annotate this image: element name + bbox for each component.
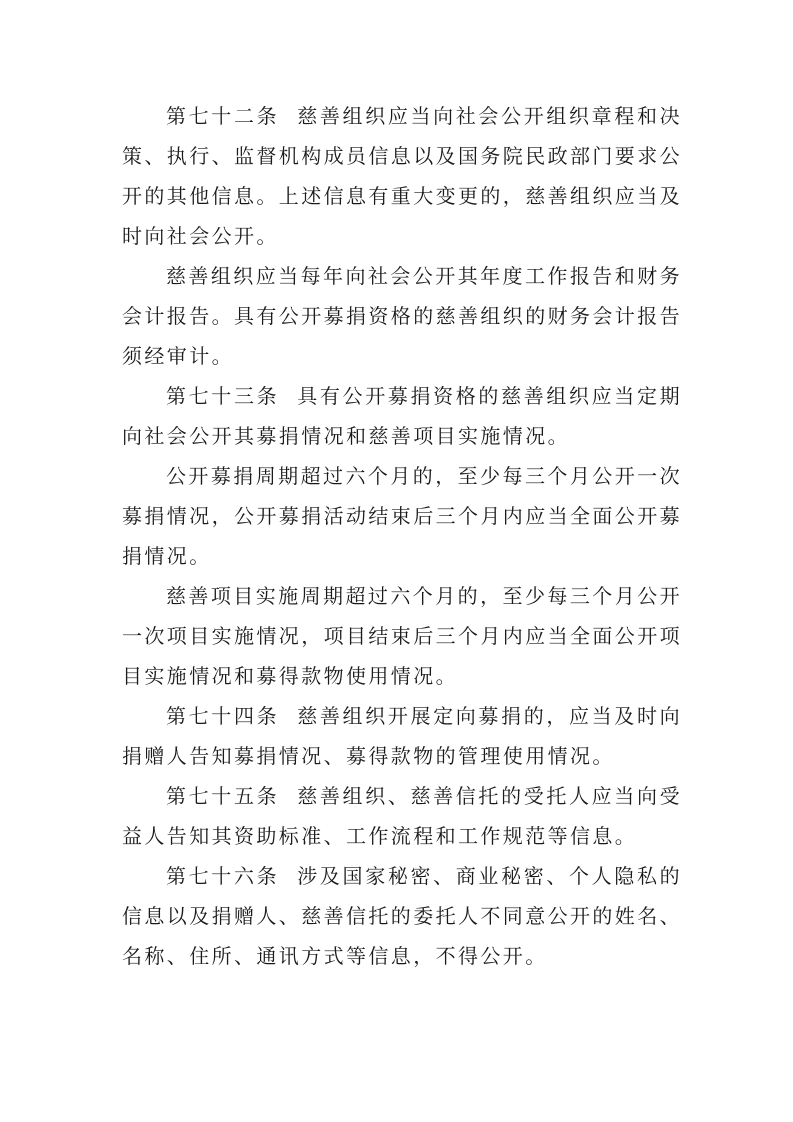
paragraph-text: 慈善组织开展定向募捐的，应当及时向捐赠人告知募捐情况、募得款物的管理使用情况。 xyxy=(122,704,683,768)
paragraph-text: 慈善组织、慈善信托的受托人应当向受益人告知其资助标准、工作流程和工作规范等信息。 xyxy=(122,784,683,848)
paragraph-text: 涉及国家秘密、商业秘密、个人隐私的信息以及捐赠人、慈善信托的委托人不同意公开的姓名、名称、住所、通讯方式等信息，不得公开。 xyxy=(122,864,683,968)
paragraph-text: 慈善组织应当向社会公开组织章程和决策、执行、监督机构成员信息以及国务院民政部门要求公开的其他信息。上述信息有重大变更的，慈善组织应当及时向社会公开。 xyxy=(122,104,683,248)
article-73-paragraph-2 xyxy=(122,456,682,576)
article-number: 第七十四条 xyxy=(166,704,280,728)
article-number: 第七十六条 xyxy=(166,864,280,888)
article-number: 第七十二条 xyxy=(166,104,280,128)
article-73-paragraph-3 xyxy=(122,576,682,696)
article-72-paragraph xyxy=(122,96,682,256)
paragraph-text: 慈善组织应当每年向社会公开其年度工作报告和财务会计报告。具有公开募捐资格的慈善组织的财务会计报告须经审计。 xyxy=(122,264,682,368)
article-73-paragraph xyxy=(122,376,682,456)
paragraph-text: 公开募捐周期超过六个月的，至少每三个月公开一次募捐情况，公开募捐活动结束后三个月内应当全面公开募捐情况。 xyxy=(122,464,682,568)
article-74-paragraph xyxy=(122,696,682,776)
article-number: 第七十三条 xyxy=(166,384,280,408)
paragraph-text: 具有公开募捐资格的慈善组织应当定期向社会公开其募捐情况和慈善项目实施情况。 xyxy=(122,384,683,448)
article-76-paragraph xyxy=(122,856,682,976)
article-72-paragraph-2 xyxy=(122,256,682,376)
article-75-paragraph xyxy=(122,776,682,856)
document-body xyxy=(122,96,682,976)
article-number: 第七十五条 xyxy=(166,784,280,808)
paragraph-text: 慈善项目实施周期超过六个月的，至少每三个月公开一次项目实施情况，项目结束后三个月内应当全面公开项目实施情况和募得款物使用情况。 xyxy=(122,584,682,688)
